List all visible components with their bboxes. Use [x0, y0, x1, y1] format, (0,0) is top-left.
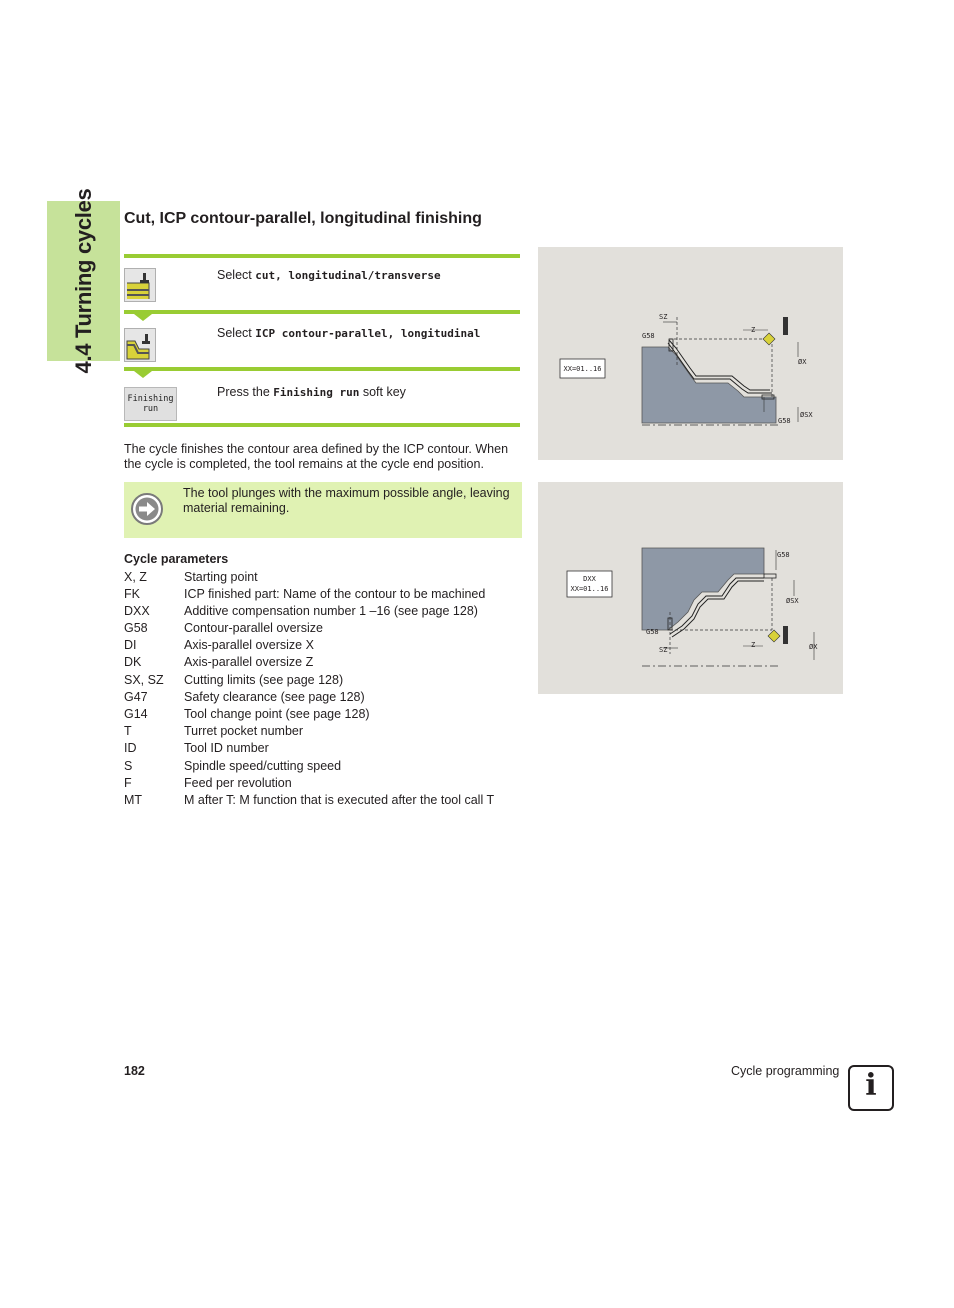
step-3-code: Finishing run	[273, 386, 360, 399]
param-key: SX, SZ	[124, 673, 164, 687]
figure-2-label-sz: SZ	[659, 646, 668, 654]
param-key: F	[124, 776, 132, 790]
param-key: ID	[124, 741, 137, 755]
param-value: Axis-parallel oversize X	[184, 638, 314, 652]
figure-1-label-g58-top: G58	[642, 332, 655, 340]
figure-1-label-sx: ØSX	[800, 411, 813, 419]
param-value: Tool ID number	[184, 741, 269, 755]
step-arrow-icon	[134, 314, 152, 321]
info-icon	[848, 1065, 894, 1111]
step-divider	[124, 254, 520, 258]
param-value: Contour-parallel oversize	[184, 621, 323, 635]
figure-1-box-label: XX=01..16	[563, 365, 602, 373]
figure-1-drawing	[538, 247, 843, 460]
param-key: G58	[124, 621, 148, 635]
footer-chapter: Cycle programming	[731, 1064, 840, 1078]
step-divider	[124, 423, 520, 427]
arrow-right-icon	[131, 493, 163, 525]
param-value: ICP finished part: Name of the contour to be machined	[184, 587, 486, 601]
side-tab-title	[47, 188, 120, 374]
param-value: Starting point	[184, 570, 258, 584]
figure-1	[538, 247, 843, 460]
param-key: DXX	[124, 604, 150, 618]
figure-1-label-x: ØX	[798, 358, 807, 366]
softkey-line-1: Finishing	[127, 394, 174, 404]
param-key: DK	[124, 655, 142, 669]
finishing-run-softkey[interactable]	[124, 387, 177, 421]
param-key: X, Z	[124, 570, 147, 584]
longitudinal-cut-icon[interactable]	[124, 268, 156, 302]
step-3-text	[217, 385, 406, 399]
step-2-text	[217, 326, 480, 340]
figure-1-label-sz: SZ	[659, 313, 668, 321]
info-icon-glyph: i	[865, 1068, 877, 1103]
figure-2-label-g58-top: G58	[777, 551, 790, 559]
param-value: Spindle speed/cutting speed	[184, 759, 342, 773]
step-3-suffix: soft key	[359, 385, 406, 399]
param-value: Additive compensation number 1 –16 (see page 128)	[184, 604, 478, 618]
step-1-code: cut, longitudinal/transverse	[255, 269, 441, 282]
figure-2-label-z: Z	[751, 641, 756, 649]
params-heading: Cycle parameters	[124, 552, 229, 566]
step-divider	[124, 367, 520, 371]
step-1-prefix: Select	[217, 268, 256, 282]
page-number: 182	[124, 1064, 145, 1078]
param-value: Tool change point (see page 128)	[184, 707, 370, 721]
contour-parallel-icon[interactable]	[124, 328, 156, 362]
step-2-prefix: Select	[217, 326, 256, 340]
param-key: MT	[124, 793, 143, 807]
param-key: T	[124, 724, 132, 738]
param-key: G47	[124, 690, 148, 704]
step-1-text	[217, 268, 441, 282]
figure-1-label-z: Z	[751, 326, 756, 334]
section-title: Cut, ICP contour-parallel, longitudinal finishing	[124, 210, 482, 227]
side-tab-title-text: 4.4 Turning cycles	[70, 188, 96, 374]
step-3-prefix: Press the	[217, 385, 274, 399]
param-key: G14	[124, 707, 148, 721]
figure-2-box-label	[567, 574, 612, 594]
side-tab	[47, 188, 120, 374]
step-arrow-icon	[134, 371, 152, 378]
figure-2-box-line-1: DXX	[583, 575, 596, 583]
step-divider	[124, 310, 520, 314]
description: The cycle finishes the contour area defined by the ICP contour. When the cycle is completed, the tool remains at the cycle end position.	[124, 442, 509, 471]
param-value: Turret pocket number	[184, 724, 304, 738]
figure-2-box-line-2: XX=01..16	[570, 585, 609, 593]
step-2-code: ICP contour-parallel, longitudinal	[255, 327, 481, 340]
param-key: S	[124, 759, 133, 773]
param-value: Safety clearance (see page 128)	[184, 690, 365, 704]
param-value: Feed per revolution	[184, 776, 292, 790]
figure-2-label-x: ØX	[809, 643, 818, 651]
param-value: Cutting limits (see page 128)	[184, 673, 344, 687]
note-text: The tool plunges with the maximum possible angle, leaving material remaining.	[183, 486, 510, 515]
param-value: Axis-parallel oversize Z	[184, 655, 314, 669]
param-key: DI	[124, 638, 137, 652]
param-value: M after T: M function that is executed after the tool call T	[184, 793, 495, 807]
figure-2	[538, 482, 843, 694]
figure-2-label-sx: ØSX	[786, 597, 799, 605]
softkey-line-2: run	[142, 404, 159, 414]
param-key: FK	[124, 587, 140, 601]
figure-2-label-g58-left: G58	[646, 628, 659, 636]
figure-1-label-g58-bottom: G58	[778, 417, 791, 425]
